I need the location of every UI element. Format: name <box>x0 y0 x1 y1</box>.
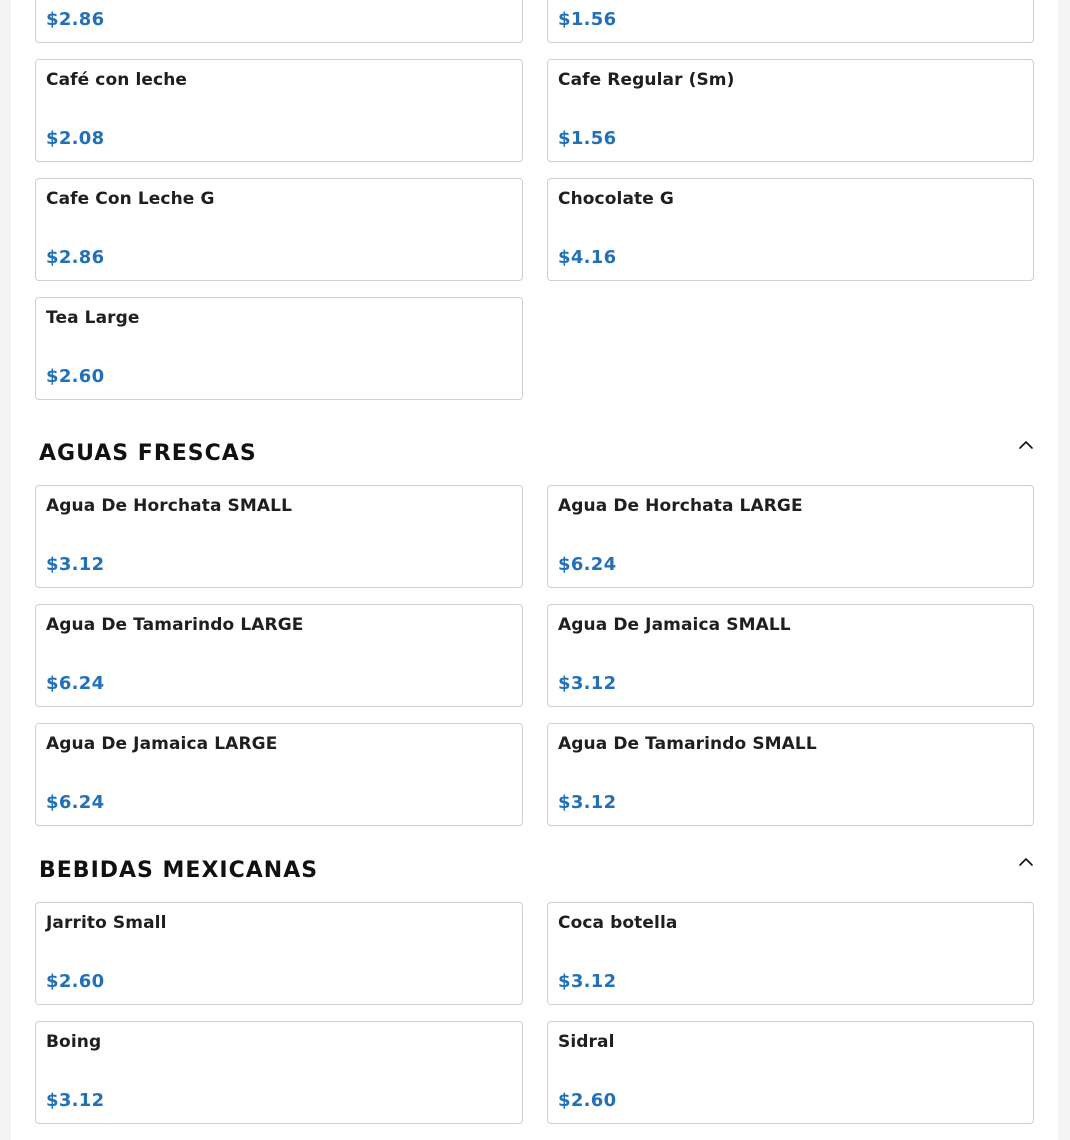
section-title: AGUAS FRESCAS <box>39 441 257 466</box>
menu-item-price: $2.60 <box>46 366 105 387</box>
menu-item-name: Agua De Horchata SMALL <box>46 496 293 516</box>
menu-item-price: $2.60 <box>558 1090 617 1111</box>
menu-item-name: Sidral <box>558 1032 615 1052</box>
menu-item-name: Tea Large <box>46 308 140 328</box>
menu-grid-cafe <box>35 0 1034 400</box>
menu-item-name: Coca botella <box>558 913 678 933</box>
menu-item-card[interactable] <box>35 902 523 1005</box>
menu-item-price: $1.56 <box>558 128 617 149</box>
menu-item-price: $2.86 <box>46 247 105 268</box>
menu-item-card[interactable] <box>547 1021 1034 1124</box>
menu-item-card[interactable] <box>35 178 523 281</box>
menu-item-name: Agua De Horchata LARGE <box>558 496 803 516</box>
menu-page <box>11 0 1058 1140</box>
menu-item-name: Jarrito Small <box>46 913 167 933</box>
menu-item-price: $3.12 <box>558 792 617 813</box>
menu-item-card[interactable] <box>547 604 1034 707</box>
chevron-up-icon[interactable] <box>1018 437 1034 453</box>
menu-item-name: Chocolate G <box>558 189 674 209</box>
chevron-up-icon[interactable] <box>1018 854 1034 870</box>
menu-grid-aguas-frescas <box>35 485 1034 826</box>
menu-item-name: Cafe Con Leche G <box>46 189 215 209</box>
menu-item-price: $3.12 <box>558 971 617 992</box>
menu-item-card[interactable] <box>35 485 523 588</box>
menu-item-price: $2.60 <box>46 971 105 992</box>
menu-item-name: Agua De Jamaica LARGE <box>46 734 278 754</box>
menu-item-name: Café con leche <box>46 70 188 90</box>
section-title: BEBIDAS MEXICANAS <box>39 858 319 883</box>
menu-item-price: $3.12 <box>558 673 617 694</box>
menu-item-name: Agua De Jamaica SMALL <box>558 615 791 635</box>
menu-item-card[interactable] <box>35 59 523 162</box>
section-header-aguas-frescas[interactable] <box>35 435 1034 475</box>
menu-item-price: $3.12 <box>46 1090 105 1111</box>
menu-grid-bebidas-mexicanas <box>35 902 1034 1124</box>
menu-item-card[interactable] <box>547 485 1034 588</box>
section-header-bebidas-mexicanas[interactable] <box>35 852 1034 892</box>
menu-item-price: $6.24 <box>46 792 105 813</box>
menu-item-name: Cafe Regular (Sm) <box>558 70 735 90</box>
menu-item-price: $6.24 <box>46 673 105 694</box>
menu-item-card[interactable] <box>35 723 523 826</box>
menu-item-price: $2.08 <box>46 128 105 149</box>
menu-item-card[interactable] <box>547 723 1034 826</box>
menu-item-card[interactable] <box>35 604 523 707</box>
menu-item-price: $3.12 <box>46 554 105 575</box>
menu-item-name: Agua De Tamarindo LARGE <box>46 615 304 635</box>
menu-item-card[interactable] <box>35 297 523 400</box>
menu-item-price: $2.86 <box>46 9 105 30</box>
menu-item-card[interactable] <box>547 59 1034 162</box>
menu-item-price: $6.24 <box>558 554 617 575</box>
menu-item-name: Boing <box>46 1032 102 1052</box>
menu-item-name: Agua De Tamarindo SMALL <box>558 734 817 754</box>
menu-item-card[interactable] <box>35 0 523 43</box>
menu-item-price: $4.16 <box>558 247 617 268</box>
menu-item-card[interactable] <box>547 902 1034 1005</box>
menu-item-price: $1.56 <box>558 9 617 30</box>
menu-item-card[interactable] <box>35 1021 523 1124</box>
menu-item-card[interactable] <box>547 0 1034 43</box>
menu-item-card[interactable] <box>547 178 1034 281</box>
